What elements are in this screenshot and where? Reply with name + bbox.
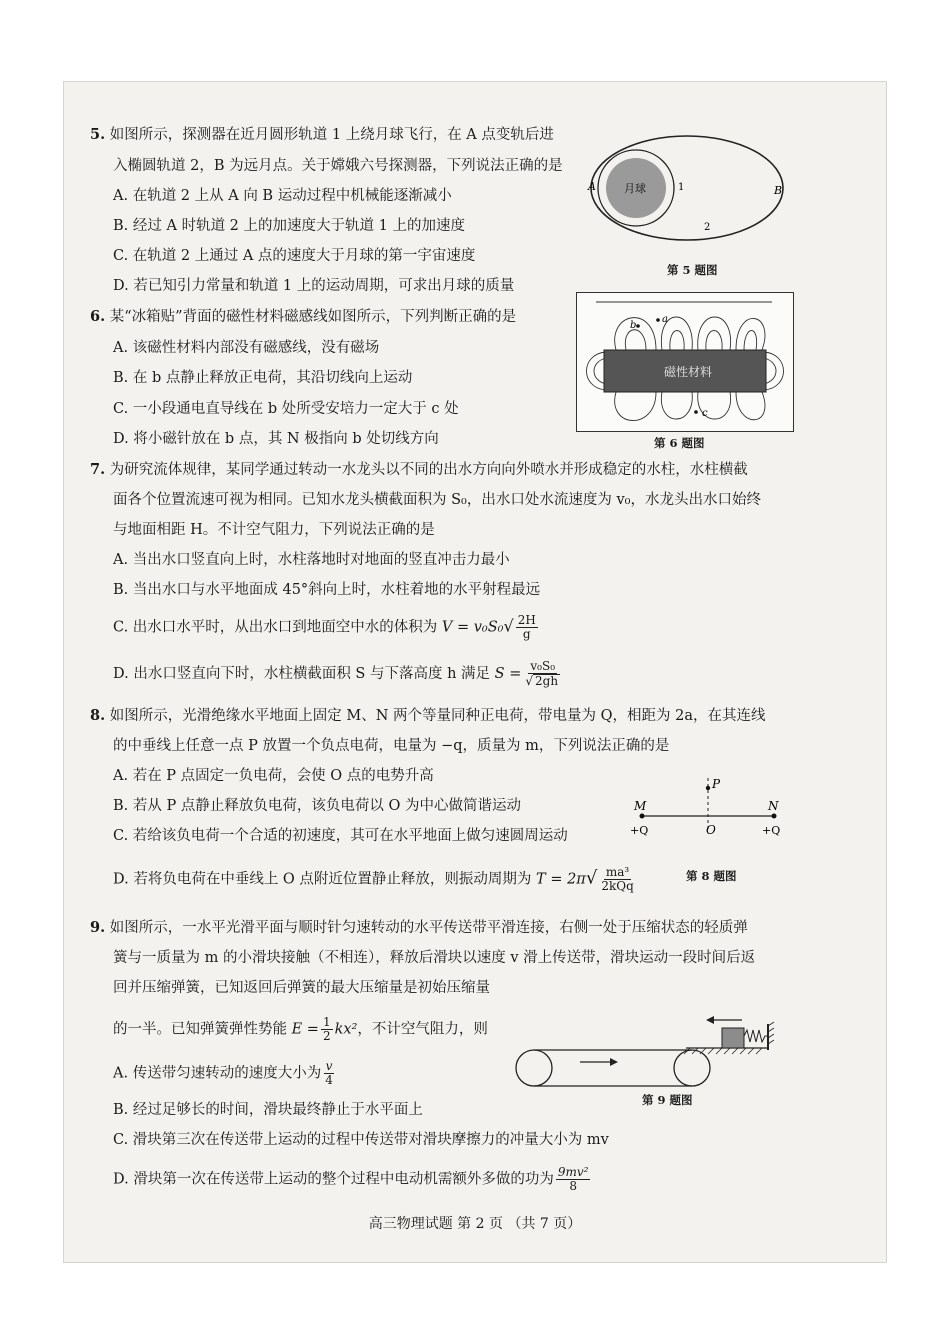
label-n: N — [768, 799, 779, 813]
point-b: b — [630, 320, 637, 331]
q6-figure-caption: 第 6 题图 — [654, 436, 705, 450]
charge-n — [772, 814, 777, 819]
q9-option-a-den: 4 — [325, 1073, 333, 1087]
q9-stem1: 如图所示，一水平光滑平面与顺时针匀速转动的水平传送带平滑连接，右侧一处于压缩状态的轻质弹 — [109, 920, 748, 936]
point-a: a — [662, 314, 668, 325]
q8-figure-caption: 第 8 题图 — [686, 869, 737, 883]
q7-option-c: C. 出水口水平时，从出水口到地面空中水的体积为 V = v₀S₀√ $\frac{2H}{g}$ — [113, 613, 536, 641]
q5-stem-line1 — [90, 125, 554, 145]
q5-figure — [586, 130, 798, 270]
q6-option-d: D. 将小磁针放在 b 点，其 N 极指向 b 处切线方向 — [113, 431, 439, 447]
q6-stem-line — [90, 307, 516, 327]
q8-option-d-lhs: T = 2π — [536, 871, 586, 888]
q7-option-a: A. 当出水口竖直向上时，水柱落地时对地面的竖直冲击力最小 — [113, 552, 510, 568]
label-p: P — [712, 777, 721, 791]
q5-stem-line2: 入椭圆轨道 2，B 为远月点。关于嫦娥六号探测器，下列说法正确的是 — [113, 158, 563, 174]
q5-option-a: A. 在轨道 2 上从 A 向 B 运动过程中机械能逐渐减小 — [113, 188, 452, 204]
q7-option-b: B. 当出水口与水平地面成 45°斜向上时，水柱着地的水平射程最远 — [113, 582, 541, 598]
q9-option-d — [113, 1166, 592, 1193]
q9-stem4-fraction — [321, 1016, 333, 1043]
q7-stem-line2: 面各个位置流速可视为相同。已知水龙头横截面积为 S₀，出水口处水流速度为 v₀，水龙头出水口始终 — [113, 492, 761, 508]
spring — [744, 1030, 768, 1042]
q9-stem4-num: 1 — [322, 1015, 331, 1029]
q9-figure — [510, 1010, 780, 1096]
q5-option-c: C. 在轨道 2 上通过 A 点的速度大于月球的第一宇宙速度 — [113, 248, 476, 264]
q9-option-a — [113, 1060, 337, 1087]
q8-number: 8. — [90, 707, 106, 724]
slider-block — [722, 1028, 744, 1048]
q7-option-c-num: 2H — [517, 613, 536, 627]
q8-figure — [628, 772, 788, 842]
q9-stem-line2: 簧与一质量为 m 的小滑块接触（不相连），释放后滑块以速度 v 滑上传送带，滑块运动一段时间后返 — [113, 950, 756, 966]
q8-option-b: B. 若从 P 点静止释放负电荷，该负电荷以 O 为中心做简谐运动 — [113, 798, 521, 814]
belt-pulley-left — [516, 1050, 552, 1086]
q8-stem-line2: 的中垂线上任意一点 P 放置一个负点电荷，电量为 −q，质量为 m，下列说法正确的是 — [113, 738, 670, 754]
q7-stem-line3: 与地面相距 H。不计空气阻力，下列说法正确的是 — [113, 522, 435, 538]
q8-option-d-fraction — [599, 866, 635, 893]
point-a-label: A — [588, 180, 596, 193]
charge-m — [640, 814, 645, 819]
label-charge-n: +Q — [762, 824, 781, 837]
q9-stem-line1 — [90, 918, 748, 938]
q9-option-d-num: 9mv² — [557, 1165, 589, 1179]
q9-stem4-lhs: E = — [291, 1021, 319, 1038]
point-p — [706, 786, 710, 790]
label-o: O — [706, 823, 716, 837]
q8-option-d-num: ma³ — [605, 865, 630, 879]
q7-option-d-den: 2gh — [535, 674, 559, 688]
point-b-label: B — [774, 184, 783, 197]
page-footer: 高三物理试题 第 2 页 （共 7 页） — [368, 1216, 582, 1232]
q8-stem-line1 — [90, 706, 765, 726]
q5-stem1: 如图所示，探测器在近月圆形轨道 1 上绕月球飞行，在 A 点变轨后进 — [109, 127, 554, 143]
q5-number: 5. — [90, 126, 106, 143]
moon-label: 月球 — [624, 182, 646, 195]
q7-option-d-num: v₀S₀ — [530, 659, 556, 673]
point-c: c — [702, 408, 708, 419]
label-m: M — [634, 799, 647, 813]
q9-stem-line3: 回并压缩弹簧，已知返回后弹簧的最大压缩量是初始压缩量 — [113, 980, 490, 996]
q6-number: 6. — [90, 308, 106, 325]
q7-option-d — [113, 660, 564, 688]
q9-option-a-num: v — [325, 1059, 333, 1073]
q5-figure-caption: 第 5 题图 — [667, 263, 718, 277]
q9-option-a-fraction — [323, 1060, 335, 1087]
q9-stem-line4 — [113, 1016, 488, 1043]
magnetic-material-label: 磁性材料 — [664, 365, 713, 379]
q9-option-d-fraction — [556, 1166, 591, 1193]
q7-number: 7. — [90, 461, 106, 478]
q7-stem1: 为研究流体规律，某同学通过转动一水龙头以不同的出水方向向外喷水并形成稳定的水柱，水柱横截 — [109, 462, 748, 478]
q5-option-b: B. 经过 A 时轨道 2 上的加速度大于轨道 1 上的加速度 — [113, 218, 465, 234]
q9-stem4-b: ，不计空气阻力，则 — [357, 1021, 488, 1038]
q9-stem4-a: 的一半。已知弹簧弹性势能 — [113, 1021, 287, 1038]
belt-pulley-right — [674, 1050, 710, 1086]
q7-option-c-fraction — [516, 614, 538, 641]
q6-option-b: B. 在 b 点静止释放正电荷，其沿切线向上运动 — [113, 370, 413, 386]
q8-option-a: A. 若在 P 点固定一负电荷，会使 O 点的电势升高 — [113, 768, 434, 784]
q6-option-a: A. 该磁性材料内部没有磁感线，没有磁场 — [113, 340, 380, 356]
q7-stem-line1 — [90, 460, 748, 480]
q9-number: 9. — [90, 919, 106, 936]
q9-option-c: C. 滑块第三次在传送带上运动的过程中传送带对滑块摩擦力的冲量大小为 mv — [113, 1132, 609, 1148]
q5-option-d: D. 若已知引力常量和轨道 1 上的运动周期，可求出月球的质量 — [113, 278, 515, 294]
q6-figure — [576, 292, 794, 432]
q9-option-d-den: 8 — [569, 1179, 577, 1193]
q8-option-d: D. 若将负电荷在中垂线上 O 点附近位置静止释放，则振动周期为 T = 2π√ $\frac{\text{ma³}}{\text{2kQq}}$ — [113, 865, 634, 893]
q7-option-c-den: g — [522, 627, 531, 641]
q7-option-d-lhs: S = — [494, 666, 522, 682]
q8-stem1: 如图所示，光滑绝缘水平地面上固定 M、N 两个等量同种正电荷，带电量为 Q，相距为 2a，在其连线 — [109, 708, 766, 724]
q7-option-c-text: C. 出水口水平时，从出水口到地面空中水的体积为 — [113, 619, 438, 636]
q6-stem: 某“冰箱贴”背面的磁性材料磁感线如图所示，下列判断正确的是 — [109, 309, 517, 325]
orbit-2-label: 2 — [704, 222, 711, 233]
orbit-1-label: 1 — [678, 182, 685, 193]
q7-option-c-lhs: V = v₀S₀ — [441, 619, 504, 636]
q8-option-d-den: 2kQq — [601, 879, 634, 893]
q7-option-d-text: D. 出水口竖直向下时，水柱横截面积 S 与下落高度 h 满足 — [113, 666, 491, 682]
q9-stem4-den: 2 — [322, 1029, 331, 1043]
q6-option-c: C. 一小段通电直导线在 b 处所受安培力一定大于 c 处 — [113, 401, 459, 417]
q9-option-a-text: A. 传送带匀速转动的速度大小为 — [113, 1065, 322, 1082]
q9-option-b: B. 经过足够长的时间，滑块最终静止于水平面上 — [113, 1102, 423, 1118]
q9-option-d-text: D. 滑块第一次在传送带上运动的整个过程中电动机需额外多做的功为 — [113, 1171, 554, 1188]
q9-figure-caption: 第 9 题图 — [642, 1093, 693, 1107]
q8-option-c: C. 若给该负电荷一个合适的初速度，其可在水平地面上做匀速圆周运动 — [113, 828, 568, 844]
q7-option-d-fraction: $\frac{\text{v₀S₀}}{√ 2gh}$ — [525, 659, 559, 688]
q8-option-d-text: D. 若将负电荷在中垂线上 O 点附近位置静止释放，则振动周期为 — [113, 871, 532, 888]
label-charge-m: +Q — [630, 824, 649, 837]
q9-stem4-rhs: kx² — [334, 1021, 358, 1038]
